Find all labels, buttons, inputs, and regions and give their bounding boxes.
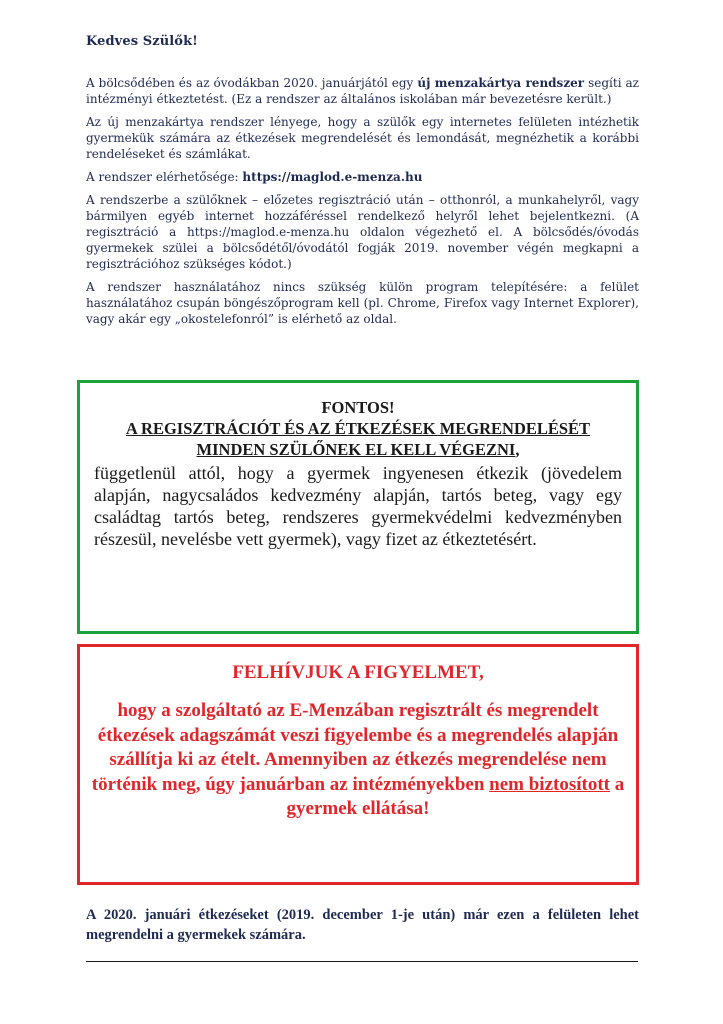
browser-paragraph: A rendszer használatához nincs szükség külön program telepítésére: a felület használatához csupán böngészőprogram kell (pl. Chrome, Firefox vagy Internet Explorer), vagy akár egy „okostelefonról” is elérhető az oldal.	[86, 280, 639, 326]
warning-title: FELHÍVJUK A FIGYELMET,	[232, 662, 484, 683]
intro-bold: új menzakártya rendszer	[417, 76, 585, 90]
intro-text-a: A bölcsődében és az óvodákban 2020. januárjától egy	[86, 76, 418, 90]
warning-body-underlined: nem biztosított	[489, 773, 610, 795]
access-label: A rendszer elérhetősége:	[86, 170, 243, 184]
system-description-paragraph: Az új menzakártya rendszer lényege, hogy a szülők egy internetes felületen intézhetik gyermekük számára az étkezések megrendelését és lemondását, megnézhetik a korábbi rendeléseket és számlákat.	[86, 115, 639, 161]
warning-body	[90, 699, 626, 822]
important-headline-tail: ,	[515, 440, 520, 459]
important-notice-box	[77, 380, 639, 634]
important-headline	[94, 418, 622, 460]
footer-divider	[86, 961, 638, 962]
greeting: Kedves Szülők!	[86, 34, 198, 49]
intro-paragraph	[86, 75, 639, 107]
warning-body-b: a gyermek ellátása!	[286, 773, 625, 819]
important-title: FONTOS!	[321, 398, 395, 417]
access-paragraph	[86, 169, 639, 185]
important-body: függetlenül attól, hogy a gyermek ingyenesen étkezik (jövedelem alapján, nagycsaládos kedvezmény alapján, tartós beteg, vagy egy családtag tartós beteg, rendszeres gyermekvédelmi kedvezményben részesül, nevelésbe vett gyermek), vagy fizet az étkeztetésért.	[94, 463, 622, 549]
login-paragraph: A rendszerbe a szülőknek – előzetes regisztráció után – otthonról, a munkahelyről, vagy bármilyen egyéb internet hozzáféréssel rendelkező helyről lehet bejelentkezni. (A regisztráció a https://maglod.e-menza.hu oldalon végezhető el. A bölcsődés/óvodás gyermekek szülei a bölcsődétől/óvodától fogják 2019. november végén megkapni a regisztrációhoz szükséges kódot.)	[86, 193, 639, 271]
letter-body	[86, 34, 639, 334]
intro-text-b: segíti az intézményi étkeztetést. (Ez a rendszer az általános iskolában már bevezetésre került.)	[86, 76, 640, 106]
important-headline-text: A REGISZTRÁCIÓT ÉS AZ ÉTKEZÉSEK MEGRENDELÉSÉT MINDEN SZÜLŐNEK EL KELL VÉGEZNI	[125, 419, 591, 459]
access-url-link[interactable]: https://maglod.e-menza.hu	[242, 170, 423, 184]
warning-notice-box	[77, 644, 639, 885]
footer-note: A 2020. januári étkezéseket (2019. december 1-je után) már ezen a felületen lehet megrendelni a gyermekek számára.	[86, 907, 639, 943]
warning-body-a: hogy a szolgáltató az E-Menzában regisztrált és megrendelt étkezések adagszámát veszi figyelembe és a megrendelés alapján szállítja ki az ételt. Amennyiben az étkezés megrendelése nem történik meg, úgy januárban az intézményekben	[91, 700, 619, 795]
